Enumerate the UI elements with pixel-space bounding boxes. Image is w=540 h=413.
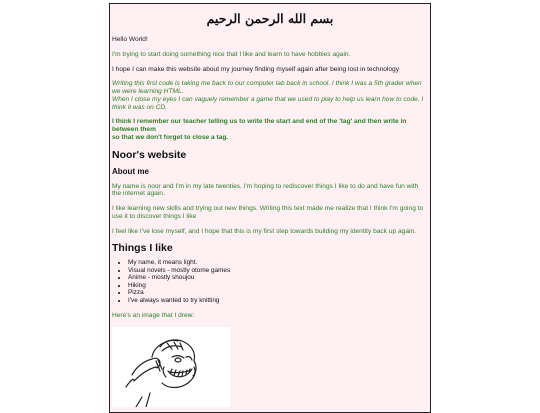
intro-line-2: I hope I can make this website about my journey finding myself again after being lost in technology [112,65,399,73]
italic-line-2: When I close my eyes I can vaguely remember a game that we used to play to help us learn how to code. I think it was on CD. [112,95,424,111]
intro-line-1: I'm trying to start doing something nice that I like and learn to have hobbies again. [112,50,351,58]
likes-heading: Things I like [112,242,173,255]
list-item: • Anime - mostly shoujou [128,274,428,281]
about-heading: About me [112,166,149,176]
list-item: • My name, it means light. [128,259,428,266]
bold-line-2: so that we don't forget to close a tag. [112,133,229,141]
bold-paragraph [112,118,428,141]
troll-face-icon [112,327,230,407]
list-item: • I've always wanted to try knitting [128,297,428,304]
hello-text: Hello World! [112,36,148,43]
list-item: • Hiking [128,282,428,289]
italic-line-1: Writing this first code is taking me back to our computer lab back in school. I think I was a 5th grader when we were learning HTML. [112,80,422,96]
troll-face-drawing [112,327,230,407]
likes-list [112,259,428,304]
list-item: • Visual novels - mostly otome games [128,267,428,274]
page-container [109,3,431,413]
site-title: Noor's website [112,148,187,161]
about-paragraph-3: I feel like I've lose myself, and I hope that this is my first step towards building my identity back up again. [112,227,416,235]
image-caption: Here's an image that I drew: [112,312,195,320]
bismillah-heading: بسم الله الرحمن الرحيم [206,11,334,26]
about-paragraph-1: My name is noor and I'm in my late twenties. I'm hoping to rediscover things I like to do and have fun with the internet again. [112,182,419,198]
italic-paragraph [112,80,428,111]
about-paragraph-2: I like learning new skills and trying out new things. Writing this text made me realize that I think I'm going to use it to discover things I like [112,205,424,220]
bold-line-1: I think I remember our teacher telling us to write the start and end of the 'tag' and then write in between them [112,118,407,134]
list-item: • Pizza [128,289,428,296]
